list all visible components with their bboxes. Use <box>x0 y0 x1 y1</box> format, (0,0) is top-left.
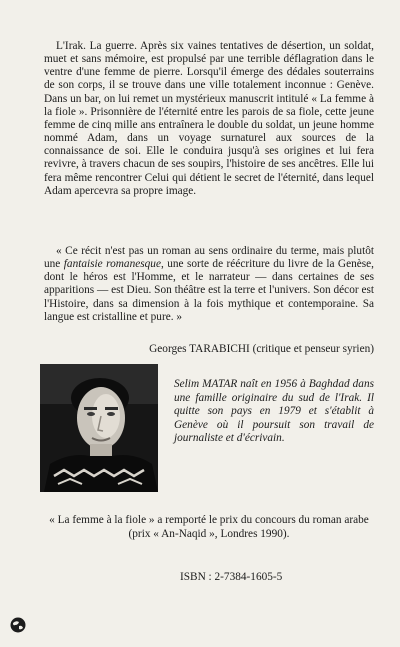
author-photo <box>40 364 158 492</box>
quote-text-end: , une sorte de réécriture du livre de la Genèse, dont le héros est l'Homme, et le narrateur — dans certaines de ses apparitions — est Dieu. Son théâtre est la terre et l'univers. Son décor est l'Histoire, dans sa dimension à la fois mythique et contemporaine. Sa langue est cristalline et pure. » <box>44 258 374 323</box>
prize-note: « La femme à la fiole » a remporté le prix du concours du roman arabe (prix « An-Naqid », Londres 1990). <box>49 514 369 540</box>
critic-quote <box>44 245 374 324</box>
synopsis-text: L'Irak. La guerre. Après six vaines tentatives de désertion, un soldat, muet et sans mémoire, est propulsé par une terrible déflagration dans le ventre d'une femme de pierre. Lorsqu'il émerge des dédales souterrains de son corps, il se trouve dans une ville totalement inconnue : Genève. Dans un bar, on lui remet un mystérieux manuscrit intitulé « La femme à la fiole ». Prisonnière de l'éternité entre les parois de sa fiole, cette jeune femme de cinq mille ans entraînera le double du soldat, un jeune homme nommé Adam, dans un voyage surnaturel aux sources de la connaissance de soi. Elle le conduira jusqu'à ses origines et lui fera revivre, à travers chacun de ses soupirs, l'histoire de ses ancêtres. Elle lui fera même rencontrer Celui qui détient le secret de l'éternité, dans lequel Adam apercevra sa propre image. <box>44 40 374 197</box>
author-portrait <box>40 364 158 492</box>
quote-italic-phrase: fantaisie romanesque <box>63 258 161 271</box>
quote-text-start: « Ce récit n'est pas un roman au sens ordinaire du terme, mais plutôt une <box>44 245 374 271</box>
isbn: ISBN : 2-7384-1605-5 <box>180 571 283 583</box>
globe-logo-icon <box>10 617 26 633</box>
quote-signature: Georges TARABICHI (critique et penseur syrien) <box>149 343 374 355</box>
author-bio: Selim MATAR naît en 1956 à Baghdad dans une famille originaire du sud de l'Irak. Il quitte son pays en 1979 et s'établit à Genève où il poursuit son travail de journaliste et d'écrivain. <box>174 378 374 445</box>
